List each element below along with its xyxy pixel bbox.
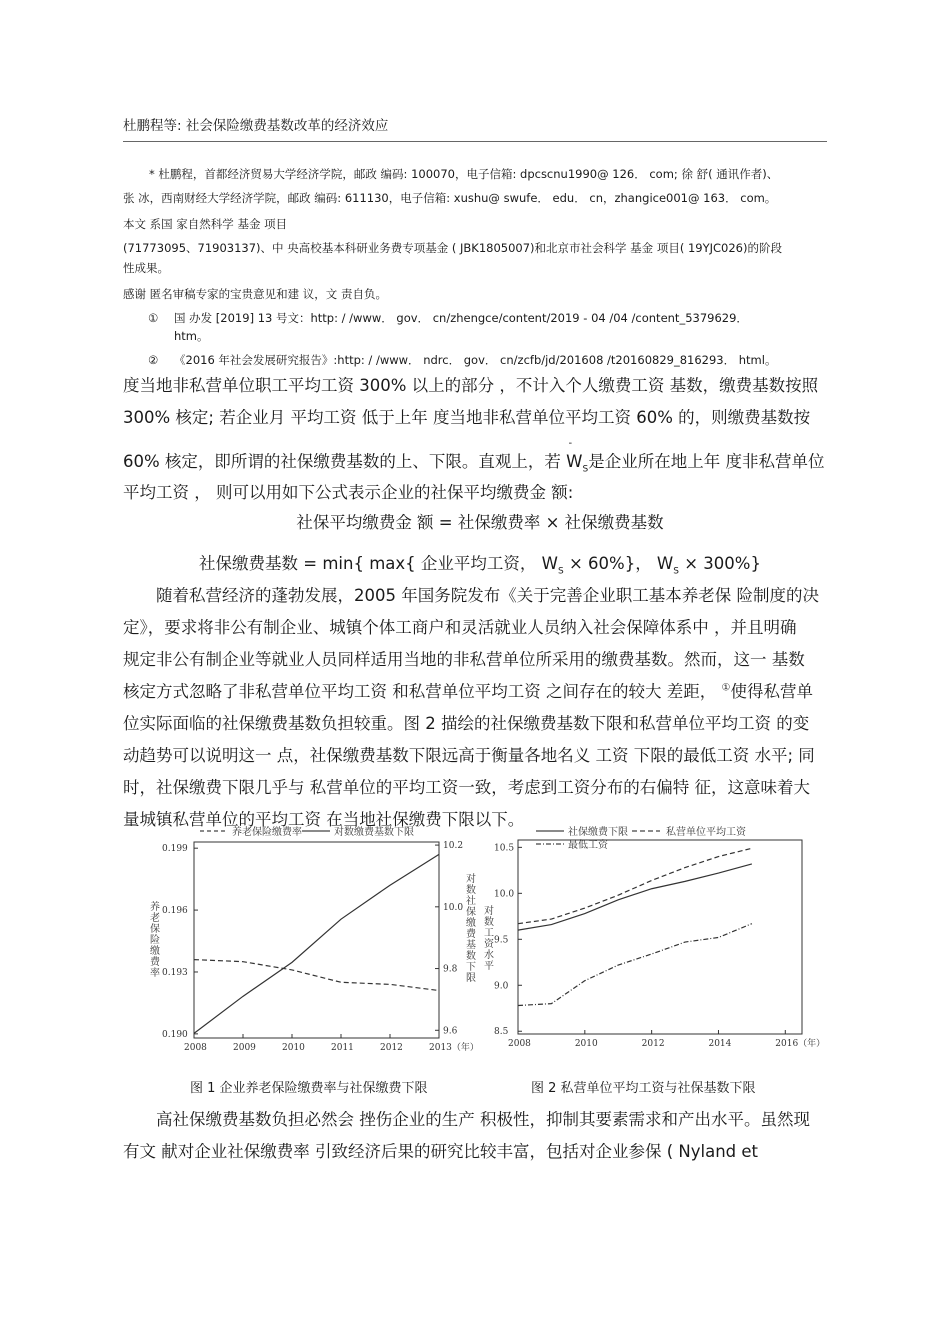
figure-2-legend — [536, 825, 747, 851]
y-right-tick-label: 10.0 — [443, 902, 464, 913]
x-tick-label: 2010 — [574, 1039, 598, 1049]
y-left-label-char: 养 — [150, 902, 160, 913]
y-label-char: 对 — [484, 906, 494, 917]
figure-1-plot-area — [150, 841, 479, 1053]
footnote-1-mark: ① — [148, 311, 159, 325]
y-tick-label: 10.0 — [494, 889, 515, 900]
x-tick-label: 2014 — [708, 1039, 732, 1049]
para2-line-4a: 核定方式忽略了非私营单位平均工资 和私营单位平均工资 之间存在的较大 差距， — [123, 682, 722, 701]
x-tick-label: 2009 — [233, 1043, 256, 1053]
x-tick-label: 2012 — [641, 1039, 665, 1049]
y-left-label-char: 率 — [150, 968, 160, 979]
x-tick-label: 2008 — [184, 1043, 207, 1053]
footnote-2-text: 《2016 年社会发展研究报告》:http: / /www． ndrc． gov． cn/zcfb/jd/201608 /t20160829_816293． html。 — [174, 353, 777, 367]
para2-line-1: 随着私营经济的蓬勃发展，2005 年国务院发布《关于完善企业职工基本养老保 险制度的决 — [156, 586, 819, 605]
body-line-1: 度当地非私营单位职工平均工资 300% 以上的部分 ，不计入个人缴费工资 基数，缴费基数按照 — [123, 376, 819, 395]
series-line — [518, 864, 752, 930]
y-right-tick-label: 9.6 — [443, 1026, 458, 1037]
y-left-label-char: 缴 — [150, 946, 160, 957]
y-right-label-char: 限 — [466, 973, 476, 984]
series-line — [518, 848, 752, 923]
footnote-author-line2: 张 冰，西南财经大学经济学院，邮政 编码: 611130，电子信箱: xushu@ swufe． edu． cn，zhangice001@ 163． com。 — [123, 191, 777, 205]
figure-2-chart — [484, 822, 826, 1054]
y-tick-label: 10.5 — [494, 843, 515, 854]
footnote-fund-line1: 本文 系国 家自然科学 基金 项目 — [123, 217, 288, 231]
y-right-label-char: 费 — [466, 929, 476, 940]
legend-label-private-wage: 私营单位平均工资 — [666, 827, 746, 838]
equation-2 — [123, 550, 837, 576]
body-line-2: 300% 核定; 若企业月 平均工资 低于上年 度当地非私营单位平均工资 60% 的，则缴费基数按 — [123, 408, 811, 427]
y-left-label-char: 保 — [150, 924, 160, 935]
x-tick-label: 2016（年） — [775, 1039, 826, 1049]
y-right-label-char: 保 — [466, 907, 476, 918]
para2-line-3: 规定非公有制企业等就业人员同样适用当地的非私营单位所采用的缴费基数。然而，这一 基数 — [123, 650, 805, 669]
figure-1-caption: 图 1 企业养老保险缴费率与社保缴费下限 — [190, 1081, 428, 1096]
y-tick-label: 9.5 — [494, 935, 509, 946]
y-left-tick-label: 0.196 — [162, 906, 188, 917]
footnote-fund-line2: (71773095、71903137)、中 央高校基本科研业务费专项基金 ( JBK1805007)和北京市社会科学 基金 项目( 19YJC026)的阶段 — [123, 241, 782, 255]
footnote-fund-line3: 性成果。 — [123, 261, 169, 275]
para3-line-1: 高社保缴费基数负担必然会 挫伤企业的生产 积极性，抑制其要素需求和产出水平。虽然现 — [156, 1110, 810, 1129]
figure-2-plot-area — [484, 840, 825, 1049]
y-tick-label: 8.5 — [494, 1027, 509, 1038]
y-left-tick-label: 0.190 — [162, 1029, 188, 1040]
para2-line-4b: 使得私营单 — [730, 682, 813, 701]
para2-line-5: 位实际面临的社保缴费基数负担较重。图 2 描绘的社保缴费基数下限和私营单位平均工资 的变 — [123, 714, 810, 733]
y-right-label-char: 数 — [466, 951, 476, 962]
body-line-4: 平均工资 ， 则可以用如下公式表示企业的社保平均缴费金 额: — [123, 483, 574, 502]
y-right-tick-label: 9.8 — [443, 964, 458, 975]
y-label-char: 平 — [484, 961, 494, 972]
figure-1-legend — [200, 825, 414, 838]
body-line-3b: 是企业所在地上年 度非私营单位 — [588, 452, 825, 471]
y-label-char: 水 — [484, 950, 494, 961]
y-label-char: 工 — [484, 928, 494, 939]
body-line-3: 60% 核定，即所谓的社保缴费基数的上、下限。直观上，若 W - $_S$是企业所在地上年 度非私营单位 — [123, 438, 825, 475]
eq2-sub2: S — [673, 566, 679, 577]
equation-1: 社保平均缴费金 额 = 社保缴费率 × 社保缴费基数 — [296, 513, 664, 532]
y-right-label-char: 缴 — [466, 918, 476, 929]
y-left-tick-label: 0.199 — [162, 844, 188, 855]
y-left-label-char: 险 — [150, 935, 160, 946]
footnote-1-line1: 国 办发 [2019] 13 号文：http: / /www． gov． cn/zhengce/content/2019 - 04 /04 /content_5379629． — [174, 311, 748, 325]
legend-label-min-wage: 最低工资 — [568, 840, 608, 851]
para3-line-2: 有文 献对企业社保缴费率 引致经济后果的研究比较丰富，包括对企业参保 ( Nyland et — [123, 1142, 759, 1161]
y-right-tick-label: 10.2 — [443, 841, 464, 852]
para2-line-8: 量城镇私营单位的平均工资 在当地社保缴费下限以下。 — [123, 810, 525, 829]
para2-line-2: 定》，要求将非公有制企业、城镇个体工商户和灵活就业人员纳入社会保障体系中 ，并且明确 — [123, 618, 797, 637]
y-label-char: 数 — [484, 917, 494, 928]
y-right-label-char: 对 — [466, 874, 476, 885]
y-right-label-char: 数 — [466, 885, 476, 896]
footnote-2-mark: ② — [148, 353, 159, 367]
series-line — [194, 854, 439, 1033]
x-tick-label: 2010 — [282, 1043, 305, 1053]
footnote-ref-1: ① — [721, 682, 731, 694]
legend-label-rate: 养老保险缴费率 — [232, 827, 302, 838]
legend-label-base: 对数缴费基数下限 — [334, 827, 414, 838]
x-tick-label: 2011 — [331, 1043, 354, 1053]
para2-line-4 — [123, 678, 837, 702]
series-line — [194, 960, 439, 991]
running-head: 杜鹏程等: 社会保险缴费基数改革的经济效应 — [123, 118, 389, 134]
equation-2a: 社保缴费基数 = min{ max{ 企业平均工资， W — [199, 554, 558, 573]
y-left-label-char: 费 — [150, 957, 160, 968]
para2-line-6: 动趋势可以说明这一 点，社保缴费基数下限远高于衡量各地名义 工资 下限的最低工资 水平; 同 — [123, 746, 815, 765]
series-line — [518, 924, 752, 1006]
equation-2b: × 60%}， W — [563, 554, 674, 573]
body-line-3a: 60% 核定，即所谓的社保缴费基数的上、下限。直观上，若 W — [123, 452, 583, 471]
y-left-tick-label: 0.193 — [162, 967, 188, 978]
ws-subscript: S — [582, 464, 589, 475]
x-tick-label: 2008 — [508, 1039, 531, 1049]
eq2-sub1: S — [557, 566, 564, 577]
x-tick-label: 2012 — [380, 1043, 403, 1053]
x-tick-label: 2013（年） — [429, 1043, 479, 1053]
y-right-label-char: 社 — [466, 896, 476, 907]
figure-1-chart — [148, 822, 480, 1054]
figure-2-caption: 图 2 私营单位平均工资与社保基数下限 — [531, 1081, 756, 1096]
y-right-label-char: 下 — [466, 962, 476, 973]
y-right-label-char: 基 — [466, 940, 476, 951]
plot-frame — [518, 840, 802, 1034]
footnote-author-line1: * 杜鹏程，首都经济贸易大学经济学院，邮政 编码: 100070，电子信箱: dpcscnu1990@ 126． com; 徐 舒( 通讯作者)、 — [149, 167, 779, 181]
header-rule — [123, 141, 827, 142]
y-label-char: 资 — [484, 939, 494, 950]
footnote-1-line2: htm。 — [174, 329, 209, 343]
y-tick-label: 9.0 — [494, 981, 509, 992]
para2-line-7: 时，社保缴费下限几乎与 私营单位的平均工资一致，考虑到工资分布的右偏特 征，这意味着大 — [123, 778, 810, 797]
legend-label-floor: 社保缴费下限 — [568, 827, 628, 838]
footnote-thanks: 感谢 匿名审稿专家的宝贵意见和建 议，文 责自负。 — [123, 287, 387, 301]
equation-2c: × 300%} — [678, 554, 761, 573]
y-left-label-char: 老 — [150, 913, 160, 924]
